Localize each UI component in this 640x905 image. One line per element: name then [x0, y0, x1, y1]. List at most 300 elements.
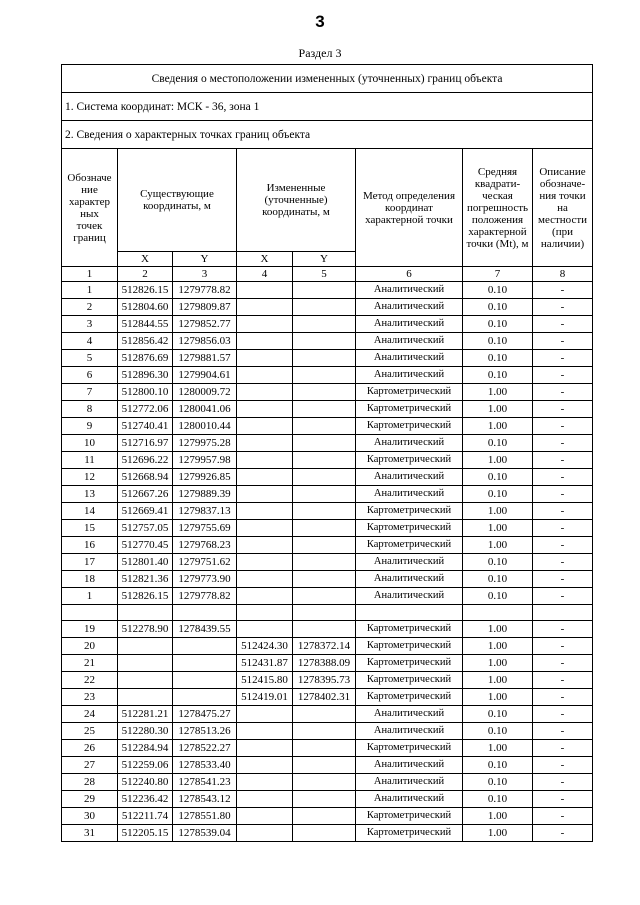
cell-point-number: 1	[62, 282, 118, 299]
cell-point-number: 30	[62, 808, 118, 825]
table-row	[62, 706, 593, 723]
cell-method: Аналитический	[356, 791, 463, 808]
cell-description: -	[533, 571, 593, 588]
cell-changed-x	[237, 808, 293, 825]
cell-existing-y: 1279881.57	[173, 350, 237, 367]
cell-description: -	[533, 689, 593, 706]
cell-point-number: 4	[62, 333, 118, 350]
header-description: Описание обозначе- ния точки на местности (при наличии)	[533, 149, 593, 267]
table-row	[62, 537, 593, 554]
cell-existing-y	[173, 672, 237, 689]
section-label: Раздел 3	[298, 46, 342, 60]
cell-existing-y: 1278541.23	[173, 774, 237, 791]
cell-changed-x: 512419.01	[237, 689, 293, 706]
cell-existing-x	[118, 638, 173, 655]
cell-accuracy: 1.00	[463, 401, 533, 418]
table-title: Сведения о местоположении измененных (уточненных) границ объекта	[62, 65, 593, 93]
cell-method: Картометрический	[356, 503, 463, 520]
cell-accuracy: 0.10	[463, 435, 533, 452]
cell-accuracy: 1.00	[463, 740, 533, 757]
header-existing-x: X	[118, 252, 173, 267]
cell-accuracy: 1.00	[463, 418, 533, 435]
cell-description: -	[533, 418, 593, 435]
cell-method: Аналитический	[356, 299, 463, 316]
cell-point-number: 31	[62, 825, 118, 842]
cell-changed-x	[237, 825, 293, 842]
cell-point-number: 19	[62, 621, 118, 638]
cell-changed-x	[237, 299, 293, 316]
cell-point-number: 26	[62, 740, 118, 757]
boundary-points-table	[61, 64, 593, 842]
cell-existing-x: 512844.55	[118, 316, 173, 333]
empty-cell	[293, 605, 356, 621]
cell-existing-x: 512281.21	[118, 706, 173, 723]
cell-changed-y: 1278372.14	[293, 638, 356, 655]
column-number: 6	[356, 267, 463, 282]
cell-changed-x	[237, 554, 293, 571]
cell-method: Аналитический	[356, 486, 463, 503]
cell-existing-y: 1279778.82	[173, 282, 237, 299]
cell-description: -	[533, 554, 593, 571]
cell-description: -	[533, 638, 593, 655]
cell-method: Аналитический	[356, 588, 463, 605]
cell-existing-x: 512667.26	[118, 486, 173, 503]
cell-point-number: 1	[62, 588, 118, 605]
cell-point-number: 2	[62, 299, 118, 316]
cell-accuracy: 0.10	[463, 774, 533, 791]
cell-method: Картометрический	[356, 401, 463, 418]
cell-existing-y	[173, 655, 237, 672]
cell-existing-y: 1279751.62	[173, 554, 237, 571]
cell-accuracy: 0.10	[463, 757, 533, 774]
cell-changed-x	[237, 588, 293, 605]
cell-existing-y: 1279837.13	[173, 503, 237, 520]
cell-changed-y	[293, 486, 356, 503]
cell-description: -	[533, 435, 593, 452]
cell-method: Аналитический	[356, 757, 463, 774]
cell-method: Картометрический	[356, 520, 463, 537]
table-row	[62, 638, 593, 655]
cell-point-number: 28	[62, 774, 118, 791]
cell-existing-y: 1278513.26	[173, 723, 237, 740]
cell-accuracy: 0.10	[463, 588, 533, 605]
header-changed-y: Y	[293, 252, 356, 267]
cell-existing-x: 512856.42	[118, 333, 173, 350]
column-number: 3	[173, 267, 237, 282]
cell-existing-x: 512801.40	[118, 554, 173, 571]
cell-point-number: 6	[62, 367, 118, 384]
table-row	[62, 452, 593, 469]
cell-description: -	[533, 723, 593, 740]
header-existing-y: Y	[173, 252, 237, 267]
cell-accuracy: 1.00	[463, 503, 533, 520]
empty-cell	[237, 605, 293, 621]
cell-accuracy: 0.10	[463, 367, 533, 384]
cell-description: -	[533, 503, 593, 520]
cell-changed-x	[237, 706, 293, 723]
cell-changed-x	[237, 757, 293, 774]
cell-existing-x: 512669.41	[118, 503, 173, 520]
cell-point-number: 11	[62, 452, 118, 469]
cell-changed-y	[293, 706, 356, 723]
cell-existing-y: 1280009.72	[173, 384, 237, 401]
cell-existing-x: 512716.97	[118, 435, 173, 452]
cell-existing-y: 1280010.44	[173, 418, 237, 435]
cell-changed-y	[293, 554, 356, 571]
cell-existing-x: 512259.06	[118, 757, 173, 774]
cell-changed-y	[293, 350, 356, 367]
cell-description: -	[533, 791, 593, 808]
cell-point-number: 14	[62, 503, 118, 520]
cell-existing-x: 512211.74	[118, 808, 173, 825]
cell-accuracy: 1.00	[463, 638, 533, 655]
table-row	[62, 367, 593, 384]
cell-point-number: 8	[62, 401, 118, 418]
header-existing-coords: Существующие координаты, м	[118, 149, 237, 252]
cell-point-number: 5	[62, 350, 118, 367]
table-row	[62, 418, 593, 435]
cell-description: -	[533, 333, 593, 350]
cell-method: Аналитический	[356, 469, 463, 486]
table-row	[62, 299, 593, 316]
cell-existing-x: 512668.94	[118, 469, 173, 486]
cell-description: -	[533, 486, 593, 503]
cell-method: Картометрический	[356, 825, 463, 842]
cell-changed-x	[237, 621, 293, 638]
table-gap-row	[62, 605, 593, 621]
cell-existing-x: 512240.80	[118, 774, 173, 791]
cell-point-number: 25	[62, 723, 118, 740]
cell-existing-y: 1279926.85	[173, 469, 237, 486]
cell-description: -	[533, 384, 593, 401]
cell-method: Аналитический	[356, 367, 463, 384]
cell-changed-x	[237, 520, 293, 537]
cell-accuracy: 1.00	[463, 537, 533, 554]
cell-changed-x: 512431.87	[237, 655, 293, 672]
cell-method: Картометрический	[356, 740, 463, 757]
cell-existing-x: 512800.10	[118, 384, 173, 401]
empty-cell	[533, 605, 593, 621]
cell-method: Картометрический	[356, 672, 463, 689]
cell-existing-x: 512826.15	[118, 588, 173, 605]
cell-changed-x	[237, 740, 293, 757]
cell-existing-x: 512826.15	[118, 282, 173, 299]
table-row	[62, 333, 593, 350]
cell-accuracy: 1.00	[463, 452, 533, 469]
table-row	[62, 621, 593, 638]
cell-existing-y: 1279856.03	[173, 333, 237, 350]
cell-changed-y	[293, 333, 356, 350]
table-row	[62, 588, 593, 605]
table-row	[62, 316, 593, 333]
header-designation: Обозначе ние характер ных точек границ	[62, 149, 118, 267]
cell-method: Аналитический	[356, 774, 463, 791]
cell-existing-x	[118, 655, 173, 672]
table-row	[62, 740, 593, 757]
cell-point-number: 24	[62, 706, 118, 723]
column-number: 7	[463, 267, 533, 282]
cell-existing-y: 1278439.55	[173, 621, 237, 638]
cell-accuracy: 0.10	[463, 333, 533, 350]
cell-changed-y	[293, 808, 356, 825]
cell-description: -	[533, 740, 593, 757]
cell-method: Картометрический	[356, 452, 463, 469]
cell-description: -	[533, 774, 593, 791]
table-row	[62, 791, 593, 808]
cell-existing-y	[173, 638, 237, 655]
cell-accuracy: 0.10	[463, 282, 533, 299]
cell-accuracy: 0.10	[463, 350, 533, 367]
cell-existing-x: 512804.60	[118, 299, 173, 316]
cell-changed-y	[293, 435, 356, 452]
cell-existing-y: 1279904.61	[173, 367, 237, 384]
cell-method: Аналитический	[356, 723, 463, 740]
empty-cell	[356, 605, 463, 621]
cell-changed-y	[293, 757, 356, 774]
table-row	[62, 282, 593, 299]
cell-method: Аналитический	[356, 435, 463, 452]
cell-method: Картометрический	[356, 689, 463, 706]
cell-existing-y: 1278551.80	[173, 808, 237, 825]
cell-changed-y	[293, 571, 356, 588]
cell-point-number: 9	[62, 418, 118, 435]
table-row	[62, 486, 593, 503]
cell-existing-x: 512757.05	[118, 520, 173, 537]
cell-existing-y: 1278475.27	[173, 706, 237, 723]
cell-changed-x	[237, 333, 293, 350]
cell-method: Аналитический	[356, 350, 463, 367]
cell-method: Аналитический	[356, 282, 463, 299]
cell-method: Аналитический	[356, 554, 463, 571]
cell-description: -	[533, 299, 593, 316]
cell-changed-x	[237, 503, 293, 520]
cell-existing-x: 512696.22	[118, 452, 173, 469]
cell-description: -	[533, 537, 593, 554]
table-row	[62, 774, 593, 791]
cell-description: -	[533, 588, 593, 605]
cell-method: Картометрический	[356, 808, 463, 825]
table-row	[62, 520, 593, 537]
cell-description: -	[533, 452, 593, 469]
table-row	[62, 808, 593, 825]
cell-accuracy: 0.10	[463, 486, 533, 503]
cell-existing-y: 1280041.06	[173, 401, 237, 418]
cell-changed-y: 1278388.09	[293, 655, 356, 672]
table-row	[62, 401, 593, 418]
cell-existing-x: 512236.42	[118, 791, 173, 808]
cell-point-number: 10	[62, 435, 118, 452]
cell-description: -	[533, 469, 593, 486]
table-row	[62, 350, 593, 367]
cell-existing-x: 512876.69	[118, 350, 173, 367]
cell-description: -	[533, 367, 593, 384]
cell-method: Аналитический	[356, 316, 463, 333]
cell-accuracy: 0.10	[463, 316, 533, 333]
cell-accuracy: 0.10	[463, 571, 533, 588]
cell-accuracy: 0.10	[463, 791, 533, 808]
cell-changed-x	[237, 350, 293, 367]
coordinate-system: 1. Система координат: МСК - 36, зона 1	[62, 93, 593, 121]
cell-description: -	[533, 825, 593, 842]
cell-accuracy: 0.10	[463, 299, 533, 316]
cell-changed-y	[293, 401, 356, 418]
cell-accuracy: 1.00	[463, 825, 533, 842]
cell-method: Картометрический	[356, 418, 463, 435]
table-row	[62, 384, 593, 401]
cell-changed-y	[293, 316, 356, 333]
table-row	[62, 723, 593, 740]
cell-existing-y: 1279957.98	[173, 452, 237, 469]
cell-existing-x: 512821.36	[118, 571, 173, 588]
cell-existing-y	[173, 689, 237, 706]
cell-changed-y: 1278395.73	[293, 672, 356, 689]
column-number: 2	[118, 267, 173, 282]
empty-cell	[62, 605, 118, 621]
cell-method: Картометрический	[356, 384, 463, 401]
cell-changed-y	[293, 452, 356, 469]
cell-point-number: 12	[62, 469, 118, 486]
cell-changed-x	[237, 571, 293, 588]
cell-changed-y	[293, 825, 356, 842]
cell-method: Аналитический	[356, 333, 463, 350]
cell-description: -	[533, 655, 593, 672]
header-accuracy: Средняя квадрати- ческая погрешность положения характерной точки (Mt), м	[463, 149, 533, 267]
table-row	[62, 503, 593, 520]
cell-changed-y	[293, 469, 356, 486]
cell-changed-y	[293, 418, 356, 435]
cell-existing-y: 1279975.28	[173, 435, 237, 452]
cell-accuracy: 1.00	[463, 621, 533, 638]
cell-description: -	[533, 350, 593, 367]
cell-point-number: 15	[62, 520, 118, 537]
cell-existing-x: 512284.94	[118, 740, 173, 757]
table-row	[62, 689, 593, 706]
empty-cell	[463, 605, 533, 621]
cell-changed-x	[237, 435, 293, 452]
cell-existing-y: 1278543.12	[173, 791, 237, 808]
table-row	[62, 825, 593, 842]
cell-existing-x: 512740.41	[118, 418, 173, 435]
cell-changed-x: 512415.80	[237, 672, 293, 689]
cell-existing-x: 512205.15	[118, 825, 173, 842]
cell-changed-y	[293, 299, 356, 316]
cell-changed-y	[293, 282, 356, 299]
cell-changed-x	[237, 452, 293, 469]
cell-accuracy: 0.10	[463, 723, 533, 740]
cell-existing-x: 512278.90	[118, 621, 173, 638]
cell-description: -	[533, 757, 593, 774]
cell-accuracy: 1.00	[463, 808, 533, 825]
cell-changed-y	[293, 384, 356, 401]
table-row	[62, 435, 593, 452]
cell-changed-x	[237, 537, 293, 554]
cell-changed-x	[237, 469, 293, 486]
cell-accuracy: 1.00	[463, 520, 533, 537]
cell-accuracy: 1.00	[463, 384, 533, 401]
cell-changed-y	[293, 723, 356, 740]
cell-point-number: 3	[62, 316, 118, 333]
cell-point-number: 27	[62, 757, 118, 774]
cell-changed-y: 1278402.31	[293, 689, 356, 706]
cell-changed-y	[293, 621, 356, 638]
empty-cell	[173, 605, 237, 621]
cell-accuracy: 0.10	[463, 706, 533, 723]
cell-point-number: 7	[62, 384, 118, 401]
table-body	[62, 65, 593, 842]
cell-existing-y: 1278522.27	[173, 740, 237, 757]
cell-changed-x	[237, 401, 293, 418]
cell-changed-y	[293, 740, 356, 757]
cell-method: Картометрический	[356, 638, 463, 655]
cell-description: -	[533, 520, 593, 537]
cell-description: -	[533, 401, 593, 418]
cell-changed-y	[293, 774, 356, 791]
cell-existing-x	[118, 689, 173, 706]
cell-method: Аналитический	[356, 706, 463, 723]
column-number: 5	[293, 267, 356, 282]
cell-existing-y: 1279755.69	[173, 520, 237, 537]
table-row	[62, 757, 593, 774]
cell-description: -	[533, 706, 593, 723]
cell-existing-y: 1278533.40	[173, 757, 237, 774]
cell-changed-y	[293, 588, 356, 605]
cell-existing-y: 1279809.87	[173, 299, 237, 316]
cell-accuracy: 1.00	[463, 672, 533, 689]
cell-existing-x: 512770.45	[118, 537, 173, 554]
cell-point-number: 13	[62, 486, 118, 503]
cell-description: -	[533, 282, 593, 299]
cell-changed-x	[237, 723, 293, 740]
page-number: 3	[315, 12, 325, 31]
cell-description: -	[533, 808, 593, 825]
cell-changed-y	[293, 367, 356, 384]
cell-description: -	[533, 672, 593, 689]
cell-changed-y	[293, 537, 356, 554]
cell-changed-y	[293, 791, 356, 808]
cell-existing-y: 1278539.04	[173, 825, 237, 842]
cell-accuracy: 1.00	[463, 655, 533, 672]
cell-accuracy: 0.10	[463, 554, 533, 571]
header-changed-coords: Измененные (уточненные) координаты, м	[237, 149, 356, 252]
cell-method: Картометрический	[356, 621, 463, 638]
cell-point-number: 22	[62, 672, 118, 689]
cell-changed-x	[237, 774, 293, 791]
table-row	[62, 571, 593, 588]
header-method: Метод определения координат характерной точки	[356, 149, 463, 267]
cell-accuracy: 1.00	[463, 689, 533, 706]
empty-cell	[118, 605, 173, 621]
cell-existing-x: 512896.30	[118, 367, 173, 384]
cell-changed-x	[237, 486, 293, 503]
cell-existing-y: 1279889.39	[173, 486, 237, 503]
cell-existing-y: 1279773.90	[173, 571, 237, 588]
table-row	[62, 554, 593, 571]
cell-existing-x	[118, 672, 173, 689]
cell-point-number: 21	[62, 655, 118, 672]
cell-point-number: 18	[62, 571, 118, 588]
column-number: 8	[533, 267, 593, 282]
cell-point-number: 23	[62, 689, 118, 706]
cell-point-number: 29	[62, 791, 118, 808]
points-heading: 2. Сведения о характерных точках границ объекта	[62, 121, 593, 149]
cell-method: Картометрический	[356, 537, 463, 554]
cell-existing-x: 512280.30	[118, 723, 173, 740]
table-row	[62, 655, 593, 672]
cell-method: Картометрический	[356, 655, 463, 672]
cell-changed-y	[293, 503, 356, 520]
cell-changed-y	[293, 520, 356, 537]
cell-existing-y: 1279768.23	[173, 537, 237, 554]
